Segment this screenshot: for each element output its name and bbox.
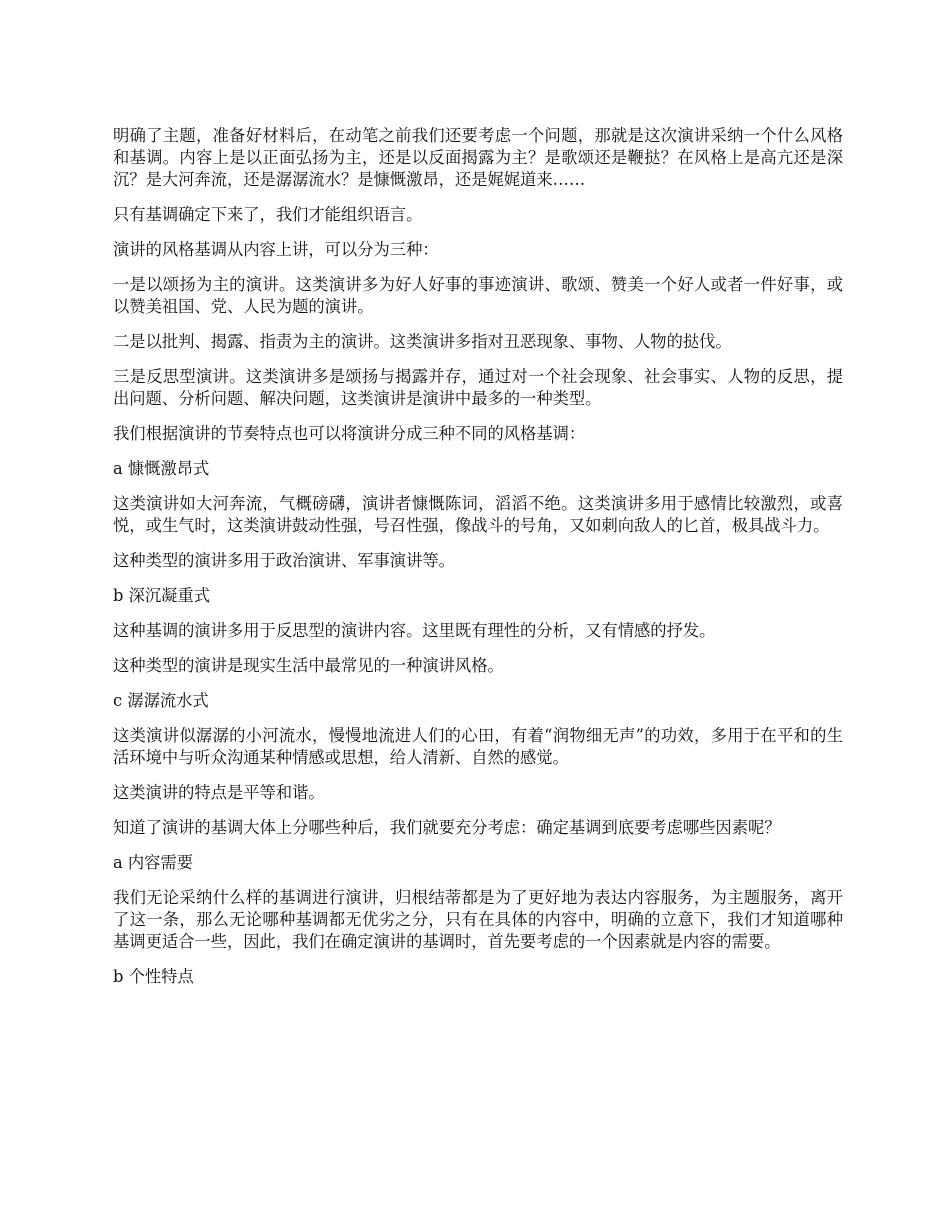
- deep-solemn-style-usage: 这种类型的演讲是现实生活中最常见的一种演讲风格。: [113, 656, 504, 675]
- flowing-water-style-description: 这类演讲似潺潺的小河流水，慢慢地流进人们的心田，有着“润物细无声”的功效，多用于在平和的生活环境中与听众沟通某种情感或思想，给人清新、自然的感觉。: [113, 726, 843, 767]
- type-critique-paragraph: 二是以批判、揭露、指责为主的演讲。这类演讲多指对丑恶现象、事物、人物的挞伐。: [113, 332, 732, 351]
- intro-paragraph: 明确了主题，准备好材料后，在动笔之前我们还要考虑一个问题，那就是这次演讲采纳一个什么风格和基调。内容上是以正面弘扬为主，还是以反面揭露为主？是歌颂还是鞭挞？在风格上是高亢还是深沉？是大河奔流，还是潺潺流水？是慷慨激昂，还是娓娓道来……: [113, 126, 843, 189]
- tone-factors-question: 知道了演讲的基调大体上分哪些种后，我们就要充分考虑：确定基调到底要考虑哪些因素呢？: [113, 818, 781, 837]
- heading-flowing-water-style: c 潺潺流水式: [113, 691, 209, 710]
- flowing-water-style-feature: 这类演讲的特点是平等和谐。: [113, 783, 325, 802]
- tone-precondition-paragraph: 只有基调确定下来了，我们才能组织语言。: [113, 205, 423, 224]
- impassioned-style-usage: 这种类型的演讲多用于政治演讲、军事演讲等。: [113, 551, 455, 570]
- content-needs-description: 我们无论采纳什么样的基调进行演讲，归根结蒂都是为了更好地为表达内容服务，为主题服务，离开了这一条，那么无论哪种基调都无优劣之分，只有在具体的内容中，明确的立意下，我们才知道哪种基调更适合一些，因此，我们在确定演讲的基调时，首先要考虑的一个因素就是内容的需要。: [113, 888, 843, 951]
- document-body: [113, 125, 843, 1001]
- type-praise-paragraph: 一是以颂扬为主的演讲。这类演讲多为好人好事的事迹演讲、歌颂、赞美一个好人或者一件好事，或以赞美祖国、党、人民为题的演讲。: [113, 275, 843, 316]
- content-classification-intro: 演讲的风格基调从内容上讲，可以分为三种：: [113, 240, 439, 259]
- impassioned-style-description: 这类演讲如大河奔流，气概磅礴，演讲者慷慨陈词，滔滔不绝。这类演讲多用于感情比较激烈，或喜悦，或生气时，这类演讲鼓动性强，号召性强，像战斗的号角，又如刺向敌人的匕首，极具战斗力。: [113, 494, 843, 535]
- heading-personality-traits: b 个性特点: [113, 967, 194, 986]
- heading-deep-solemn-style: b 深沉凝重式: [113, 586, 211, 605]
- heading-content-needs: a 内容需要: [113, 853, 194, 872]
- type-reflection-paragraph: 三是反思型演讲。这类演讲多是颂扬与揭露并存，通过对一个社会现象、社会事实、人物的反思，提出问题、分析问题、解决问题，这类演讲是演讲中最多的一种类型。: [113, 367, 843, 408]
- rhythm-classification-intro: 我们根据演讲的节奏特点也可以将演讲分成三种不同的风格基调：: [113, 424, 586, 443]
- heading-impassioned-style: a 慷慨激昂式: [113, 459, 210, 478]
- deep-solemn-style-description: 这种基调的演讲多用于反思型的演讲内容。这里既有理性的分析，又有情感的抒发。: [113, 621, 716, 640]
